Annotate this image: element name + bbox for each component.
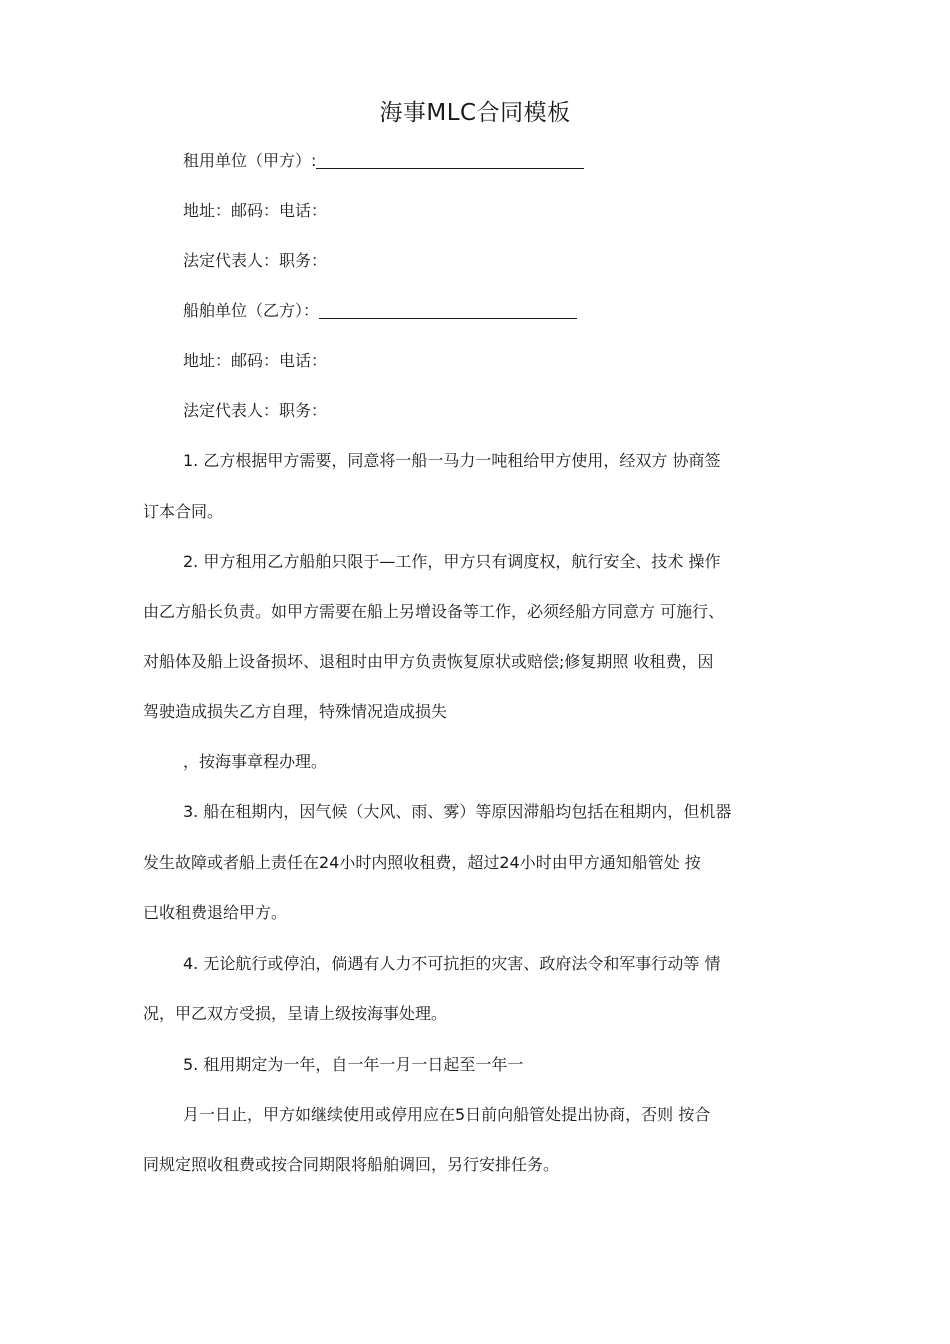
party-a-address: 地址：邮码：电话： <box>183 201 328 220</box>
clause-3-line-1: 3. 船在租期内，因气候（大风、雨、雾）等原因滞船均包括在租期内，但机器 <box>183 802 732 821</box>
clause-3-line-3: 已收租费退给甲方。 <box>143 903 288 922</box>
party-a-representative: 法定代表人：职务： <box>183 251 328 270</box>
clause-1-line-1: 1. 乙方根据甲方需要，同意将一船一马力一吨租给甲方使用，经双方 协商签 <box>183 451 721 470</box>
clause-2-line-3: 对船体及船上设备损坏、退租时由甲方负责恢复原状或赔偿;修复期照 收租费，因 <box>143 652 714 671</box>
clause-5-line-3: 同规定照收租费或按合同期限将船舶调回，另行安排任务。 <box>143 1155 560 1174</box>
party-a-line <box>183 149 584 173</box>
clause-4-line-1: 4. 无论航行或停泊，倘遇有人力不可抗拒的灾害、政府法令和军事行动等 情 <box>183 954 721 973</box>
clause-2-line-2: 由乙方船长负责。如甲方需要在船上另增设备等工作，必须经船方同意方 可施行、 <box>143 602 725 621</box>
party-b-blank <box>319 302 577 319</box>
clause-2-line-5: ，按海事章程办理。 <box>183 752 328 771</box>
clause-5-line-2: 月一日止，甲方如继续使用或停用应在5日前向船管处提出协商，否则 按合 <box>183 1105 711 1124</box>
document-title: 海事MLC合同模板 <box>379 100 571 126</box>
party-b-line <box>183 299 577 323</box>
clause-2-line-4: 驾驶造成损失乙方自理，特殊情况造成损失 <box>143 702 448 721</box>
clause-5-line-1: 5. 租用期定为一年，自一年一月一日起至一年一 <box>183 1055 524 1074</box>
clause-4-line-2: 况，甲乙双方受损，呈请上级按海事处理。 <box>143 1004 448 1023</box>
party-b-representative: 法定代表人：职务： <box>183 401 328 420</box>
party-a-label: 租用单位（甲方）: <box>183 151 317 170</box>
clause-3-line-2: 发生故障或者船上责任在24小时内照收租费，超过24小时由甲方通知船管处 按 <box>143 853 701 872</box>
clause-2-line-1: 2. 甲方租用乙方船舶只限于—工作，甲方只有调度权，航行安全、技术 操作 <box>183 552 721 571</box>
party-b-address: 地址：邮码：电话： <box>183 351 328 370</box>
party-b-label: 船舶单位（乙方）： <box>183 301 320 320</box>
clause-1-line-2: 订本合同。 <box>143 502 224 521</box>
party-a-blank <box>316 152 584 169</box>
